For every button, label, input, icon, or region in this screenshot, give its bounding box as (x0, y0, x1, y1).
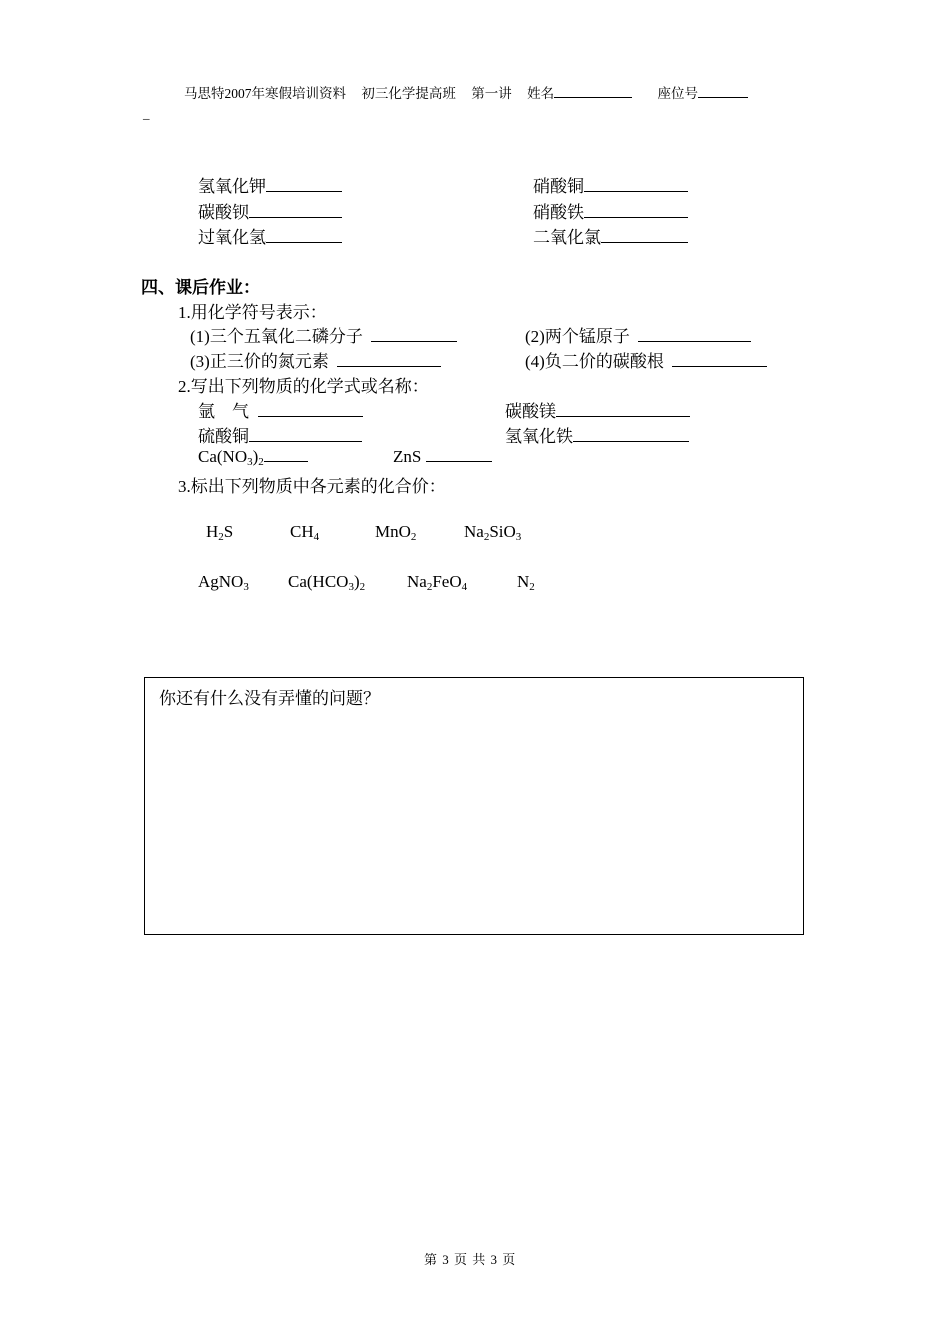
seat-blank[interactable] (698, 83, 748, 98)
formula-subscript: 2 (483, 531, 490, 543)
formula-part: S (223, 522, 234, 541)
formula-part: FeO (432, 572, 462, 591)
q1-title: 1.用化学符号表示： (178, 303, 327, 322)
answer-blank[interactable] (426, 447, 492, 462)
formula-mno2 (375, 522, 416, 542)
naming-item-right-2 (533, 198, 688, 223)
page-footer: 第 3 页 共 3 页 (424, 1252, 517, 1267)
answer-blank[interactable] (672, 352, 767, 367)
formula-part: H (206, 522, 219, 541)
answer-blank[interactable] (638, 327, 751, 342)
answer-blank[interactable] (249, 203, 342, 218)
stray-dash: _ (143, 106, 150, 121)
answer-blank[interactable] (337, 352, 441, 367)
formula-part: N (517, 572, 530, 591)
answer-blank[interactable] (601, 228, 688, 243)
naming-item-left-1 (198, 172, 342, 197)
naming-item-left-3 (198, 223, 342, 248)
answer-blank[interactable] (266, 228, 342, 243)
q2-title: 2.写出下列物质的化学式或名称： (178, 377, 429, 396)
formula-h2s (206, 522, 233, 542)
q2-item-2 (505, 397, 690, 422)
item-label: 氢氧化铁 (505, 427, 573, 446)
formula-part: ) (252, 447, 259, 466)
formula-ca-hco3-2 (288, 572, 365, 592)
formula-na2sio3 (464, 522, 521, 542)
question-box-prompt: 你还有什么没有弄懂的问题？ (159, 689, 380, 708)
q1-item-4 (525, 347, 767, 372)
formula-subscript: 3 (247, 456, 253, 468)
formula-subscript: 2 (426, 581, 433, 593)
answer-blank[interactable] (573, 427, 689, 442)
formula-subscript: 2 (218, 531, 224, 543)
q2-item-zns (393, 447, 492, 467)
formula-part: MnO (375, 522, 411, 541)
formula-part: AgNO (198, 572, 244, 591)
answer-blank[interactable] (371, 327, 457, 342)
formula-part: Na (464, 522, 484, 541)
answer-blank[interactable] (264, 447, 308, 462)
page-header (184, 82, 748, 102)
header-course: 初三化学提高班 (361, 86, 456, 101)
item-label: 碳酸钡 (198, 203, 249, 222)
answer-blank[interactable] (249, 427, 362, 442)
answer-blank[interactable] (266, 177, 342, 192)
naming-item-left-2 (198, 198, 342, 223)
item-label: (1)三个五氧化二磷分子 (190, 327, 363, 346)
formula-subscript: 3 (243, 581, 249, 593)
formula-subscript: 2 (410, 531, 417, 543)
formula-part: CH (290, 522, 314, 541)
formula-part: Ca(HCO (288, 572, 349, 591)
naming-item-right-3 (533, 223, 688, 248)
item-label: 二氧化氯 (533, 228, 601, 247)
answer-blank[interactable] (258, 402, 363, 417)
naming-item-right-1 (533, 172, 688, 197)
formula-n2 (517, 572, 535, 592)
item-label: 氩 气 (198, 402, 249, 421)
formula-part: SiO (489, 522, 516, 541)
formula-subscript: 3 (515, 531, 522, 543)
formula-na2feo4 (407, 572, 467, 592)
item-label: (3)正三价的氮元素 (190, 352, 329, 371)
formula-agno3 (198, 572, 249, 592)
q2-item-1 (198, 397, 363, 422)
item-label: 硝酸铜 (533, 177, 584, 196)
q1-item-3 (190, 347, 441, 372)
formula-subscript: 2 (529, 581, 535, 593)
q1-item-1 (190, 322, 457, 347)
section-title: 四、课后作业： (141, 278, 260, 298)
q2-item-3 (198, 422, 362, 447)
formula-subscript: 2 (258, 456, 264, 468)
item-label: 过氧化氢 (198, 228, 266, 247)
question-box[interactable] (144, 677, 804, 935)
header-seat-label: 座位号 (657, 86, 698, 101)
name-blank[interactable] (554, 83, 632, 98)
item-label: 硫酸铜 (198, 427, 249, 446)
header-name-label: 姓名 (527, 86, 555, 101)
formula-subscript: 2 (359, 581, 366, 593)
header-lecture: 第一讲 (471, 86, 512, 101)
answer-blank[interactable] (556, 402, 690, 417)
q3-title: 3.标出下列物质中各元素的化合价： (178, 477, 446, 496)
item-label: 碳酸镁 (505, 402, 556, 421)
answer-blank[interactable] (584, 203, 688, 218)
item-label: 硝酸铁 (533, 203, 584, 222)
q2-item-4 (505, 422, 689, 447)
formula-subscript: 4 (461, 581, 468, 593)
item-label: (2)两个锰原子 (525, 327, 630, 346)
item-label: (4)负二价的碳酸根 (525, 352, 664, 371)
formula-subscript: 4 (313, 531, 320, 543)
formula-ch4 (290, 522, 319, 542)
formula-part: ) (353, 572, 360, 591)
q2-item-ca-no3-2 (198, 447, 308, 467)
item-label: 氢氧化钾 (198, 177, 266, 196)
formula-part: Na (407, 572, 427, 591)
answer-blank[interactable] (584, 177, 688, 192)
formula-subscript: 3 (348, 581, 354, 593)
q1-item-2 (525, 322, 751, 347)
header-institution: 马思特2007年寒假培训资料 (184, 86, 346, 101)
formula-part: ZnS (393, 447, 422, 466)
formula-part: Ca(NO (198, 447, 248, 466)
